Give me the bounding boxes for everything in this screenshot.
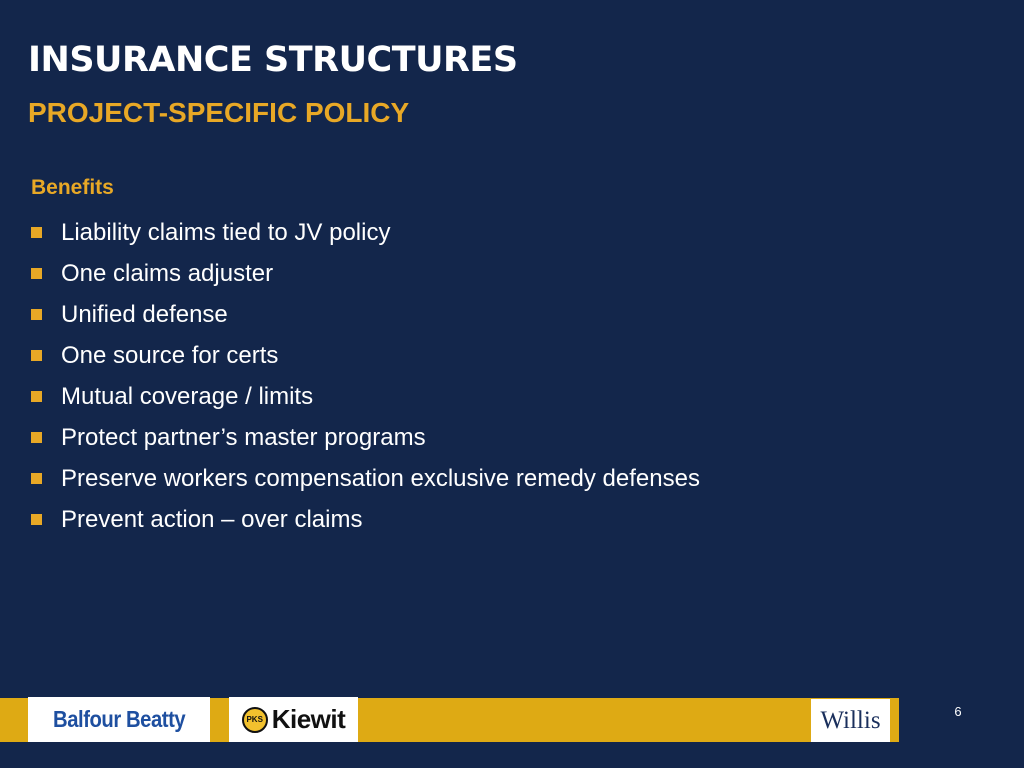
square-bullet-icon	[31, 514, 42, 525]
square-bullet-icon	[31, 473, 42, 484]
balfour-beatty-wordmark: Balfour Beatty	[52, 706, 186, 732]
slide-title: INSURANCE STRUCTURES	[28, 40, 518, 80]
willis-logo	[811, 699, 890, 742]
bullet-list	[31, 212, 700, 540]
bullet-text: Unified defense	[61, 300, 228, 328]
bullet-text: Preserve workers compensation exclusive remedy defenses	[61, 464, 700, 492]
bullet-text: Mutual coverage / limits	[61, 382, 314, 410]
square-bullet-icon	[31, 350, 42, 361]
bullet-text: Protect partner’s master programs	[61, 423, 426, 451]
bullet-item	[31, 499, 700, 540]
bullet-item	[31, 417, 700, 458]
kiewit-wordmark: Kiewit	[271, 704, 346, 734]
square-bullet-icon	[31, 391, 42, 402]
pks-seal-icon: PKS	[242, 707, 268, 733]
square-bullet-icon	[31, 309, 42, 320]
bullet-text: Liability claims tied to JV policy	[61, 218, 391, 246]
balfour-beatty-logo	[28, 697, 210, 742]
bullet-text: One claims adjuster	[61, 259, 274, 287]
bullet-text: Prevent action – over claims	[61, 505, 363, 533]
section-heading: Benefits	[31, 176, 114, 199]
bullet-item	[31, 294, 700, 335]
square-bullet-icon	[31, 268, 42, 279]
bullet-item	[31, 212, 700, 253]
bullet-item	[31, 335, 700, 376]
slide-subtitle: PROJECT-SPECIFIC POLICY	[28, 97, 410, 128]
bullet-item	[31, 458, 700, 499]
willis-wordmark: Willis	[820, 706, 881, 734]
bullet-item	[31, 253, 700, 294]
square-bullet-icon	[31, 432, 42, 443]
page-number: 6	[954, 704, 962, 719]
square-bullet-icon	[31, 227, 42, 238]
bullet-item	[31, 376, 700, 417]
bullet-text: One source for certs	[61, 341, 279, 369]
kiewit-logo	[229, 697, 358, 742]
